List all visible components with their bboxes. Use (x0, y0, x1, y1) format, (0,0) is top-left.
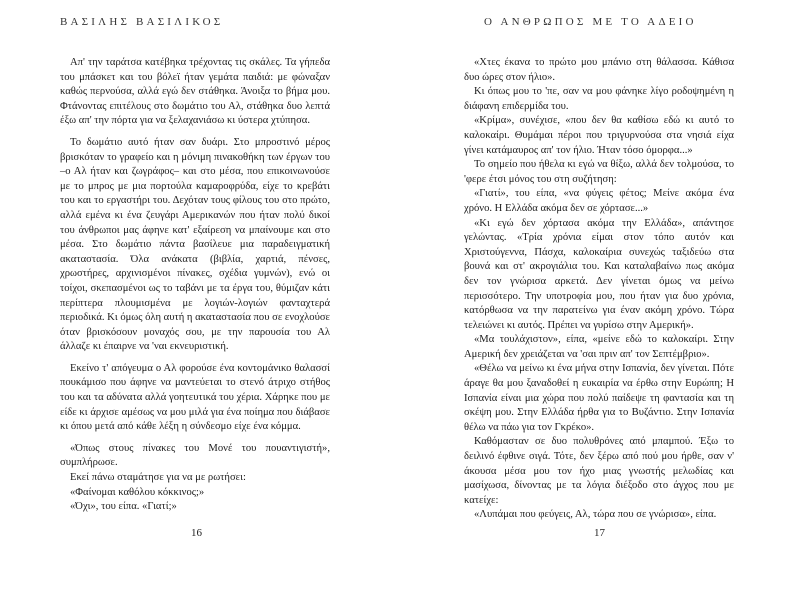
paragraph: Εκεί πάνω σταμάτησε για να με ρωτήσει: (70, 472, 246, 484)
paragraph: «Χτες έκανα το πρώτο μου μπάνιο στη θάλασσα. Κάθισα δυο ώρες στον ήλιο». (464, 57, 734, 83)
paragraph: «Όχι», του είπα. «Γιατί;» (70, 501, 177, 513)
paragraph: Το δωμάτιο αυτό ήταν σαν δυάρι. Στο μπροστινό μέρος βρισκόταν το γραφείο και η μόνιμη πινακοθήκη των έργων του –ο Αλ ήταν και ζωγράφος– και στο μέσα, που επικοινωνούσε με το μπρος με μια πορτούλα καμαροφρύδα, είχε το κρεβάτι του και το εργαστήρι του. Δεχόταν τους φίλους του στο πρώτο, αλλά εμένα κι ένα ζευγάρι Αμερικανών που ήταν πολύ δικοί του άνθρωποι μας άφηνε κατ' εξαίρεση να μπαίνουμε και στο μέσα. Στο δωμάτιο πάντα βασίλευε μια παραδειγματική ακαταστασία. Όλα ανάκατα (βιβλία, χαρτιά, πένσες, χρωστήρες, αρχινισμένοι πίνακες, σχέδια γυμνών), ενώ οι τοίχοι, σκεπασμένοι ως το ταβάνι με τα έργα του, θύμιζαν κάτι περίπτερα πλουμισμένα με λογιών-λογιών φανταχτερά περιοδικά. Κι όμως όλη αυτή η ακαταστασία που σε ενοχλούσε όταν βρισκόσουν μοναχός σου, με την παρουσία του Αλ άλλαζε κι έπαιρνε να 'ναι εκνευριστική. (60, 136, 330, 353)
paragraph: Εκείνο τ' απόγευμα ο Αλ φορούσε ένα κοντομάνικο θαλασσί πουκάμισο που άφηνε να μαντεύεται το στενό άτριχο στήθος του και τα αδύνατα αλλά γοητευτικά του χέρια. Χάρηκε που με είδε κι άρχισε αμέσως να μου μιλά για ένα ποίημα που διάβασε κι όπου μετά από κάθε λέξη η σύνδεσμο είχε ένα κόμμα. (60, 362, 330, 433)
right-page (397, 0, 794, 595)
running-head-title: Ο ΑΝΘΡΩΠΟΣ ΜΕ ΤΟ ΑΔΕΙΟ (484, 16, 697, 28)
paragraph: «Λυπάμαι που φεύγεις, Αλ, τώρα που σε γνώρισα», είπα. (474, 509, 717, 521)
page-number: 16 (191, 527, 202, 539)
right-page-text (464, 56, 734, 523)
paragraph: «Όπως στους πίνακες του Μονέ του πουαντιγιστή», συμπλήρωσε. (60, 442, 330, 469)
paragraph: «Κι εγώ δεν χόρτασα ακόμα την Ελλάδα», απάντησε γελώντας. «Τρία χρόνια είμαι στον τόπο αυτόν και Χριστούγεννα, Πάσχα, καλοκαίρια συνεχώς ταξιδεύω στα βουνά και στ' ακρογιάλια του. Και καταλαβαίνω πως ακόμα δεν τον γνώρισα αρκετά. Δεν γίνεται όμως να μείνω περισσότερο. Την υποτροφία μου, που ήταν για δυο χρόνια, κατόρθωσα να την παρατείνω για έναν ακόμη χρόνο. Τώρα τελειώνει κι αυτός. Πρέπει να γυρίσω στην Αμερική». (464, 217, 734, 331)
paragraph: Το σημείο που ήθελα κι εγώ να θίξω, αλλά δεν τολμούσα, το 'φερε έτσι μόνος του στη συζήτηση: (464, 159, 734, 185)
paragraph: «Κρίμα», συνέχισε, «που δεν θα καθίσω εδώ κι αυτό το καλοκαίρι. Θυμάμαι πέροι που τριγυρνούσα στα νησιά είχα γίνει κατάμαυρος απ' τον ήλιο. Ήταν τόσο όμορφα...» (464, 115, 734, 156)
paragraph: «Φαίνομαι καθόλου κόκκινος;» (70, 486, 205, 498)
paragraph: Κι όπως μου το 'πε, σαν να μου φάνηκε λίγο ροδοψημένη η διάφανη επιδερμίδα του. (464, 86, 734, 112)
paragraph: Καθόμασταν σε δυο πολυθρόνες από μπαμπού. Έξω το δειλινό έφθινε σιγά. Τότε, δεν ξέρω από πού μου ήρθε, σαν ν' άκουσα μέσα μου τον ήχο μιας γνωστής μελωδίας και μασίχωσα, δίνοντας με τα λόγια διέξοδο στο άγχος που με κατείχε: (464, 436, 734, 506)
paragraph: «Θέλω να μείνω κι ένα μήνα στην Ισπανία, δεν γίνεται. Πότε άραγε θα μου ξαναδοθεί η ευκαιρία να έρθω στην Ευρώπη; Η Ισπανία είναι μια χώρα που πολύ παίδεψε τη φαντασία και τη σκέψη μου. Στην Ελλάδα ήρθα για το Βυζάντιο. Στην Ισπανία θέλω να πάω για τον Γκρέκο». (464, 363, 734, 433)
page-number: 17 (594, 527, 605, 539)
left-page-text (60, 56, 330, 515)
paragraph: Απ' την ταράτσα κατέβηκα τρέχοντας τις σκάλες. Τα γήπεδα του μπάσκετ και του βόλεϊ ήταν γεμάτα παιδιά: με φώναξαν καθώς περνούσα, αλλά εγώ δεν στάθηκα. Άνοιξα το βήμα μου. Φτάνοντας επιτέλους στο δωμάτιο του Αλ, στάθηκα δυο λεπτά έξω απ' την πόρτα για να ξελαχανιάσω κι ύστερα χτύπησα. (60, 57, 330, 127)
paragraph: «Μα τουλάχιστον», είπα, «μείνε εδώ το καλοκαίρι. Στην Αμερική δεν χρειάζεται να 'σαι πριν απ' τον Σεπτέμβριο». (464, 334, 734, 360)
paragraph: «Γιατί», του είπα, «να φύγεις φέτος; Μείνε ακόμα ένα χρόνο. Η Ελλάδα ακόμα δεν σε χόρτασε...» (464, 188, 734, 214)
running-head-author: ΒΑΣΙΛΗΣ ΒΑΣΙΛΙΚΟΣ (60, 16, 224, 28)
